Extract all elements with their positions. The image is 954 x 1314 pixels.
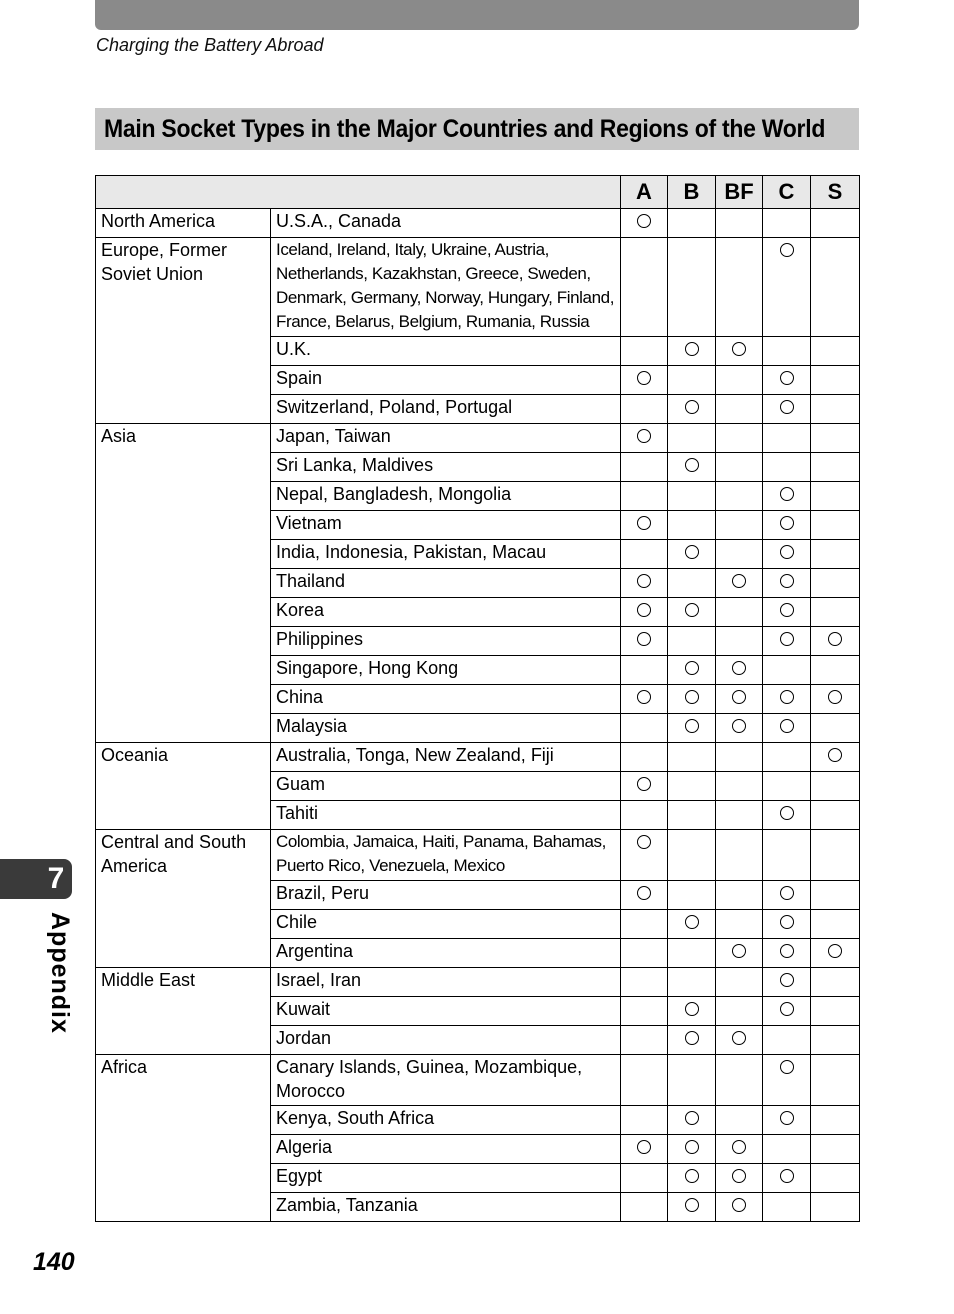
countries-cell: Guam (271, 772, 621, 801)
socket-b-cell (668, 772, 716, 801)
socket-b-cell (668, 801, 716, 830)
socket-s-cell (811, 939, 860, 968)
chapter-tab (0, 859, 72, 899)
countries-cell: Brazil, Peru (271, 881, 621, 910)
socket-s-cell (811, 968, 860, 997)
socket-s-cell (811, 238, 860, 337)
circle-mark-icon (780, 603, 794, 617)
socket-b-cell (668, 569, 716, 598)
table-row (96, 238, 860, 337)
socket-c-cell (763, 540, 811, 569)
socket-s-cell (811, 395, 860, 424)
socket-b-cell (668, 939, 716, 968)
circle-mark-icon (780, 973, 794, 987)
circle-mark-icon (685, 690, 699, 704)
socket-c-cell (763, 714, 811, 743)
countries-cell: Israel, Iran (271, 968, 621, 997)
socket-bf-cell (716, 939, 763, 968)
header-blank-cell (96, 176, 621, 209)
table-row (96, 968, 860, 997)
circle-mark-icon (780, 487, 794, 501)
circle-mark-icon (685, 545, 699, 559)
circle-mark-icon (780, 516, 794, 530)
circle-mark-icon (637, 371, 651, 385)
socket-a-cell (621, 685, 668, 714)
column-header-b: B (668, 176, 716, 209)
socket-a-cell (621, 997, 668, 1026)
socket-bf-cell (716, 997, 763, 1026)
socket-s-cell (811, 1193, 860, 1222)
circle-mark-icon (685, 661, 699, 675)
countries-cell: Colombia, Jamaica, Haiti, Panama, Bahamas, Puerto Rico, Venezuela, Mexico (271, 830, 621, 881)
socket-a-cell (621, 424, 668, 453)
socket-c-cell (763, 482, 811, 511)
socket-s-cell (811, 337, 860, 366)
table-row (96, 209, 860, 238)
socket-a-cell (621, 453, 668, 482)
circle-mark-icon (685, 603, 699, 617)
circle-mark-icon (780, 690, 794, 704)
circle-mark-icon (780, 545, 794, 559)
socket-c-cell (763, 997, 811, 1026)
circle-mark-icon (780, 806, 794, 820)
table-header-row (96, 176, 860, 209)
countries-cell: Vietnam (271, 511, 621, 540)
socket-bf-cell (716, 685, 763, 714)
socket-a-cell (621, 910, 668, 939)
table-row (96, 424, 860, 453)
column-header-bf: BF (716, 176, 763, 209)
region-cell: Oceania (96, 743, 271, 830)
socket-bf-cell (716, 424, 763, 453)
circle-mark-icon (780, 1060, 794, 1074)
socket-b-cell (668, 1106, 716, 1135)
table-row (96, 743, 860, 772)
socket-bf-cell (716, 743, 763, 772)
socket-bf-cell (716, 1106, 763, 1135)
socket-bf-cell (716, 1055, 763, 1106)
running-head: Charging the Battery Abroad (96, 35, 324, 55)
page-number: 140 (33, 1248, 75, 1276)
socket-bf-cell (716, 395, 763, 424)
socket-a-cell (621, 395, 668, 424)
countries-cell: Zambia, Tanzania (271, 1193, 621, 1222)
socket-s-cell (811, 801, 860, 830)
socket-bf-cell (716, 714, 763, 743)
circle-mark-icon (780, 371, 794, 385)
socket-s-cell (811, 743, 860, 772)
countries-cell: Tahiti (271, 801, 621, 830)
socket-c-cell (763, 772, 811, 801)
circle-mark-icon (828, 690, 842, 704)
socket-a-cell (621, 801, 668, 830)
region-cell: Asia (96, 424, 271, 743)
chapter-label: Appendix (46, 912, 74, 1034)
socket-a-cell (621, 714, 668, 743)
table-row (96, 830, 860, 881)
socket-s-cell (811, 1135, 860, 1164)
countries-cell: Canary Islands, Guinea, Mozambique, Morocco (271, 1055, 621, 1106)
socket-bf-cell (716, 453, 763, 482)
region-cell: Africa (96, 1055, 271, 1222)
socket-c-cell (763, 685, 811, 714)
socket-bf-cell (716, 511, 763, 540)
socket-c-cell (763, 881, 811, 910)
socket-c-cell (763, 656, 811, 685)
countries-cell: Jordan (271, 1026, 621, 1055)
socket-bf-cell (716, 881, 763, 910)
chapter-number: 7 (47, 862, 65, 895)
countries-cell: Australia, Tonga, New Zealand, Fiji (271, 743, 621, 772)
column-header-a: A (621, 176, 668, 209)
countries-cell: Chile (271, 910, 621, 939)
socket-b-cell (668, 209, 716, 238)
socket-s-cell (811, 627, 860, 656)
circle-mark-icon (732, 1140, 746, 1154)
circle-mark-icon (637, 690, 651, 704)
socket-b-cell (668, 453, 716, 482)
socket-bf-cell (716, 968, 763, 997)
circle-mark-icon (685, 1002, 699, 1016)
socket-s-cell (811, 209, 860, 238)
socket-s-cell (811, 1164, 860, 1193)
socket-bf-cell (716, 1193, 763, 1222)
region-cell: North America (96, 209, 271, 238)
socket-c-cell (763, 1055, 811, 1106)
circle-mark-icon (732, 1169, 746, 1183)
socket-s-cell (811, 1026, 860, 1055)
socket-c-cell (763, 910, 811, 939)
circle-mark-icon (637, 214, 651, 228)
socket-s-cell (811, 1106, 860, 1135)
circle-mark-icon (685, 1169, 699, 1183)
socket-a-cell (621, 743, 668, 772)
socket-b-cell (668, 1164, 716, 1193)
circle-mark-icon (637, 603, 651, 617)
socket-bf-cell (716, 598, 763, 627)
socket-b-cell (668, 366, 716, 395)
socket-b-cell (668, 714, 716, 743)
socket-b-cell (668, 743, 716, 772)
socket-c-cell (763, 1193, 811, 1222)
region-cell: Europe, Former Soviet Union (96, 238, 271, 424)
socket-b-cell (668, 627, 716, 656)
socket-a-cell (621, 238, 668, 337)
circle-mark-icon (732, 574, 746, 588)
socket-c-cell (763, 1106, 811, 1135)
circle-mark-icon (637, 835, 651, 849)
circle-mark-icon (685, 1111, 699, 1125)
socket-c-cell (763, 337, 811, 366)
socket-s-cell (811, 772, 860, 801)
socket-bf-cell (716, 801, 763, 830)
socket-c-cell (763, 395, 811, 424)
socket-a-cell (621, 656, 668, 685)
socket-s-cell (811, 511, 860, 540)
socket-c-cell (763, 209, 811, 238)
socket-bf-cell (716, 540, 763, 569)
socket-b-cell (668, 656, 716, 685)
socket-b-cell (668, 482, 716, 511)
socket-a-cell (621, 1135, 668, 1164)
socket-s-cell (811, 997, 860, 1026)
circle-mark-icon (828, 632, 842, 646)
countries-cell: Kuwait (271, 997, 621, 1026)
table-row (96, 1055, 860, 1106)
countries-cell: Korea (271, 598, 621, 627)
socket-bf-cell (716, 830, 763, 881)
socket-s-cell (811, 424, 860, 453)
socket-s-cell (811, 482, 860, 511)
circle-mark-icon (780, 1169, 794, 1183)
circle-mark-icon (828, 748, 842, 762)
socket-s-cell (811, 569, 860, 598)
socket-a-cell (621, 337, 668, 366)
socket-a-cell (621, 1106, 668, 1135)
socket-b-cell (668, 424, 716, 453)
countries-cell: Egypt (271, 1164, 621, 1193)
countries-cell: China (271, 685, 621, 714)
socket-b-cell (668, 540, 716, 569)
socket-c-cell (763, 424, 811, 453)
countries-cell: Malaysia (271, 714, 621, 743)
socket-a-cell (621, 830, 668, 881)
socket-bf-cell (716, 1164, 763, 1193)
socket-s-cell (811, 830, 860, 881)
circle-mark-icon (780, 1002, 794, 1016)
socket-b-cell (668, 1135, 716, 1164)
socket-c-cell (763, 627, 811, 656)
countries-cell: Singapore, Hong Kong (271, 656, 621, 685)
socket-s-cell (811, 685, 860, 714)
socket-bf-cell (716, 337, 763, 366)
socket-bf-cell (716, 627, 763, 656)
circle-mark-icon (685, 1140, 699, 1154)
socket-bf-cell (716, 910, 763, 939)
circle-mark-icon (780, 944, 794, 958)
region-cell: Middle East (96, 968, 271, 1055)
socket-a-cell (621, 772, 668, 801)
table-body (96, 209, 860, 1222)
circle-mark-icon (780, 574, 794, 588)
socket-b-cell (668, 881, 716, 910)
column-header-s: S (811, 176, 860, 209)
socket-a-cell (621, 1193, 668, 1222)
socket-a-cell (621, 540, 668, 569)
socket-a-cell (621, 1026, 668, 1055)
socket-a-cell (621, 569, 668, 598)
circle-mark-icon (780, 886, 794, 900)
socket-c-cell (763, 569, 811, 598)
socket-bf-cell (716, 209, 763, 238)
countries-cell: Sri Lanka, Maldives (271, 453, 621, 482)
socket-a-cell (621, 209, 668, 238)
socket-bf-cell (716, 656, 763, 685)
socket-c-cell (763, 968, 811, 997)
socket-bf-cell (716, 569, 763, 598)
countries-cell: U.S.A., Canada (271, 209, 621, 238)
socket-a-cell (621, 627, 668, 656)
socket-b-cell (668, 395, 716, 424)
socket-c-cell (763, 1164, 811, 1193)
socket-b-cell (668, 830, 716, 881)
socket-b-cell (668, 910, 716, 939)
circle-mark-icon (732, 342, 746, 356)
socket-bf-cell (716, 1026, 763, 1055)
socket-s-cell (811, 453, 860, 482)
circle-mark-icon (685, 342, 699, 356)
socket-b-cell (668, 685, 716, 714)
region-cell: Central and South America (96, 830, 271, 968)
countries-cell: Iceland, Ireland, Italy, Ukraine, Austria, Netherlands, Kazakhstan, Greece, Sweden, Denmark, Germany, Norway, Hungary, Finland, France, Belarus, Belgium, Rumania, Russia (271, 238, 621, 337)
socket-b-cell (668, 997, 716, 1026)
socket-c-cell (763, 511, 811, 540)
circle-mark-icon (732, 1198, 746, 1212)
circle-mark-icon (637, 516, 651, 530)
socket-bf-cell (716, 482, 763, 511)
socket-c-cell (763, 1026, 811, 1055)
socket-a-cell (621, 1164, 668, 1193)
circle-mark-icon (685, 400, 699, 414)
socket-c-cell (763, 939, 811, 968)
circle-mark-icon (685, 719, 699, 733)
countries-cell: Japan, Taiwan (271, 424, 621, 453)
socket-a-cell (621, 482, 668, 511)
socket-c-cell (763, 238, 811, 337)
socket-a-cell (621, 366, 668, 395)
countries-cell: Nepal, Bangladesh, Mongolia (271, 482, 621, 511)
countries-cell: India, Indonesia, Pakistan, Macau (271, 540, 621, 569)
socket-a-cell (621, 939, 668, 968)
circle-mark-icon (637, 574, 651, 588)
socket-b-cell (668, 598, 716, 627)
header-bar (95, 0, 859, 30)
circle-mark-icon (637, 777, 651, 791)
circle-mark-icon (780, 719, 794, 733)
circle-mark-icon (732, 1031, 746, 1045)
socket-c-cell (763, 453, 811, 482)
circle-mark-icon (637, 1140, 651, 1154)
socket-bf-cell (716, 238, 763, 337)
circle-mark-icon (780, 1111, 794, 1125)
circle-mark-icon (685, 1031, 699, 1045)
section-title: Main Socket Types in the Major Countries and Regions of the World (104, 114, 826, 143)
circle-mark-icon (732, 944, 746, 958)
circle-mark-icon (732, 661, 746, 675)
countries-cell: U.K. (271, 337, 621, 366)
socket-a-cell (621, 511, 668, 540)
circle-mark-icon (828, 944, 842, 958)
socket-types-table (95, 175, 860, 1222)
socket-b-cell (668, 1193, 716, 1222)
socket-s-cell (811, 881, 860, 910)
socket-b-cell (668, 1055, 716, 1106)
circle-mark-icon (780, 400, 794, 414)
circle-mark-icon (780, 632, 794, 646)
circle-mark-icon (780, 915, 794, 929)
socket-bf-cell (716, 1135, 763, 1164)
socket-c-cell (763, 830, 811, 881)
socket-s-cell (811, 598, 860, 627)
socket-s-cell (811, 540, 860, 569)
socket-a-cell (621, 881, 668, 910)
socket-b-cell (668, 238, 716, 337)
circle-mark-icon (732, 690, 746, 704)
socket-s-cell (811, 714, 860, 743)
column-header-c: C (763, 176, 811, 209)
countries-cell: Switzerland, Poland, Portugal (271, 395, 621, 424)
countries-cell: Algeria (271, 1135, 621, 1164)
socket-s-cell (811, 366, 860, 395)
socket-bf-cell (716, 366, 763, 395)
socket-a-cell (621, 968, 668, 997)
countries-cell: Thailand (271, 569, 621, 598)
socket-s-cell (811, 1055, 860, 1106)
circle-mark-icon (637, 632, 651, 646)
socket-s-cell (811, 656, 860, 685)
socket-b-cell (668, 968, 716, 997)
socket-c-cell (763, 366, 811, 395)
socket-b-cell (668, 337, 716, 366)
countries-cell: Kenya, South Africa (271, 1106, 621, 1135)
socket-a-cell (621, 598, 668, 627)
circle-mark-icon (780, 243, 794, 257)
socket-c-cell (763, 743, 811, 772)
countries-cell: Philippines (271, 627, 621, 656)
countries-cell: Spain (271, 366, 621, 395)
circle-mark-icon (685, 458, 699, 472)
circle-mark-icon (637, 429, 651, 443)
socket-b-cell (668, 511, 716, 540)
socket-bf-cell (716, 772, 763, 801)
socket-c-cell (763, 1135, 811, 1164)
circle-mark-icon (732, 719, 746, 733)
circle-mark-icon (685, 1198, 699, 1212)
circle-mark-icon (637, 886, 651, 900)
socket-b-cell (668, 1026, 716, 1055)
socket-s-cell (811, 910, 860, 939)
circle-mark-icon (685, 915, 699, 929)
socket-a-cell (621, 1055, 668, 1106)
countries-cell: Argentina (271, 939, 621, 968)
socket-c-cell (763, 598, 811, 627)
socket-c-cell (763, 801, 811, 830)
section-title-band (95, 108, 859, 150)
